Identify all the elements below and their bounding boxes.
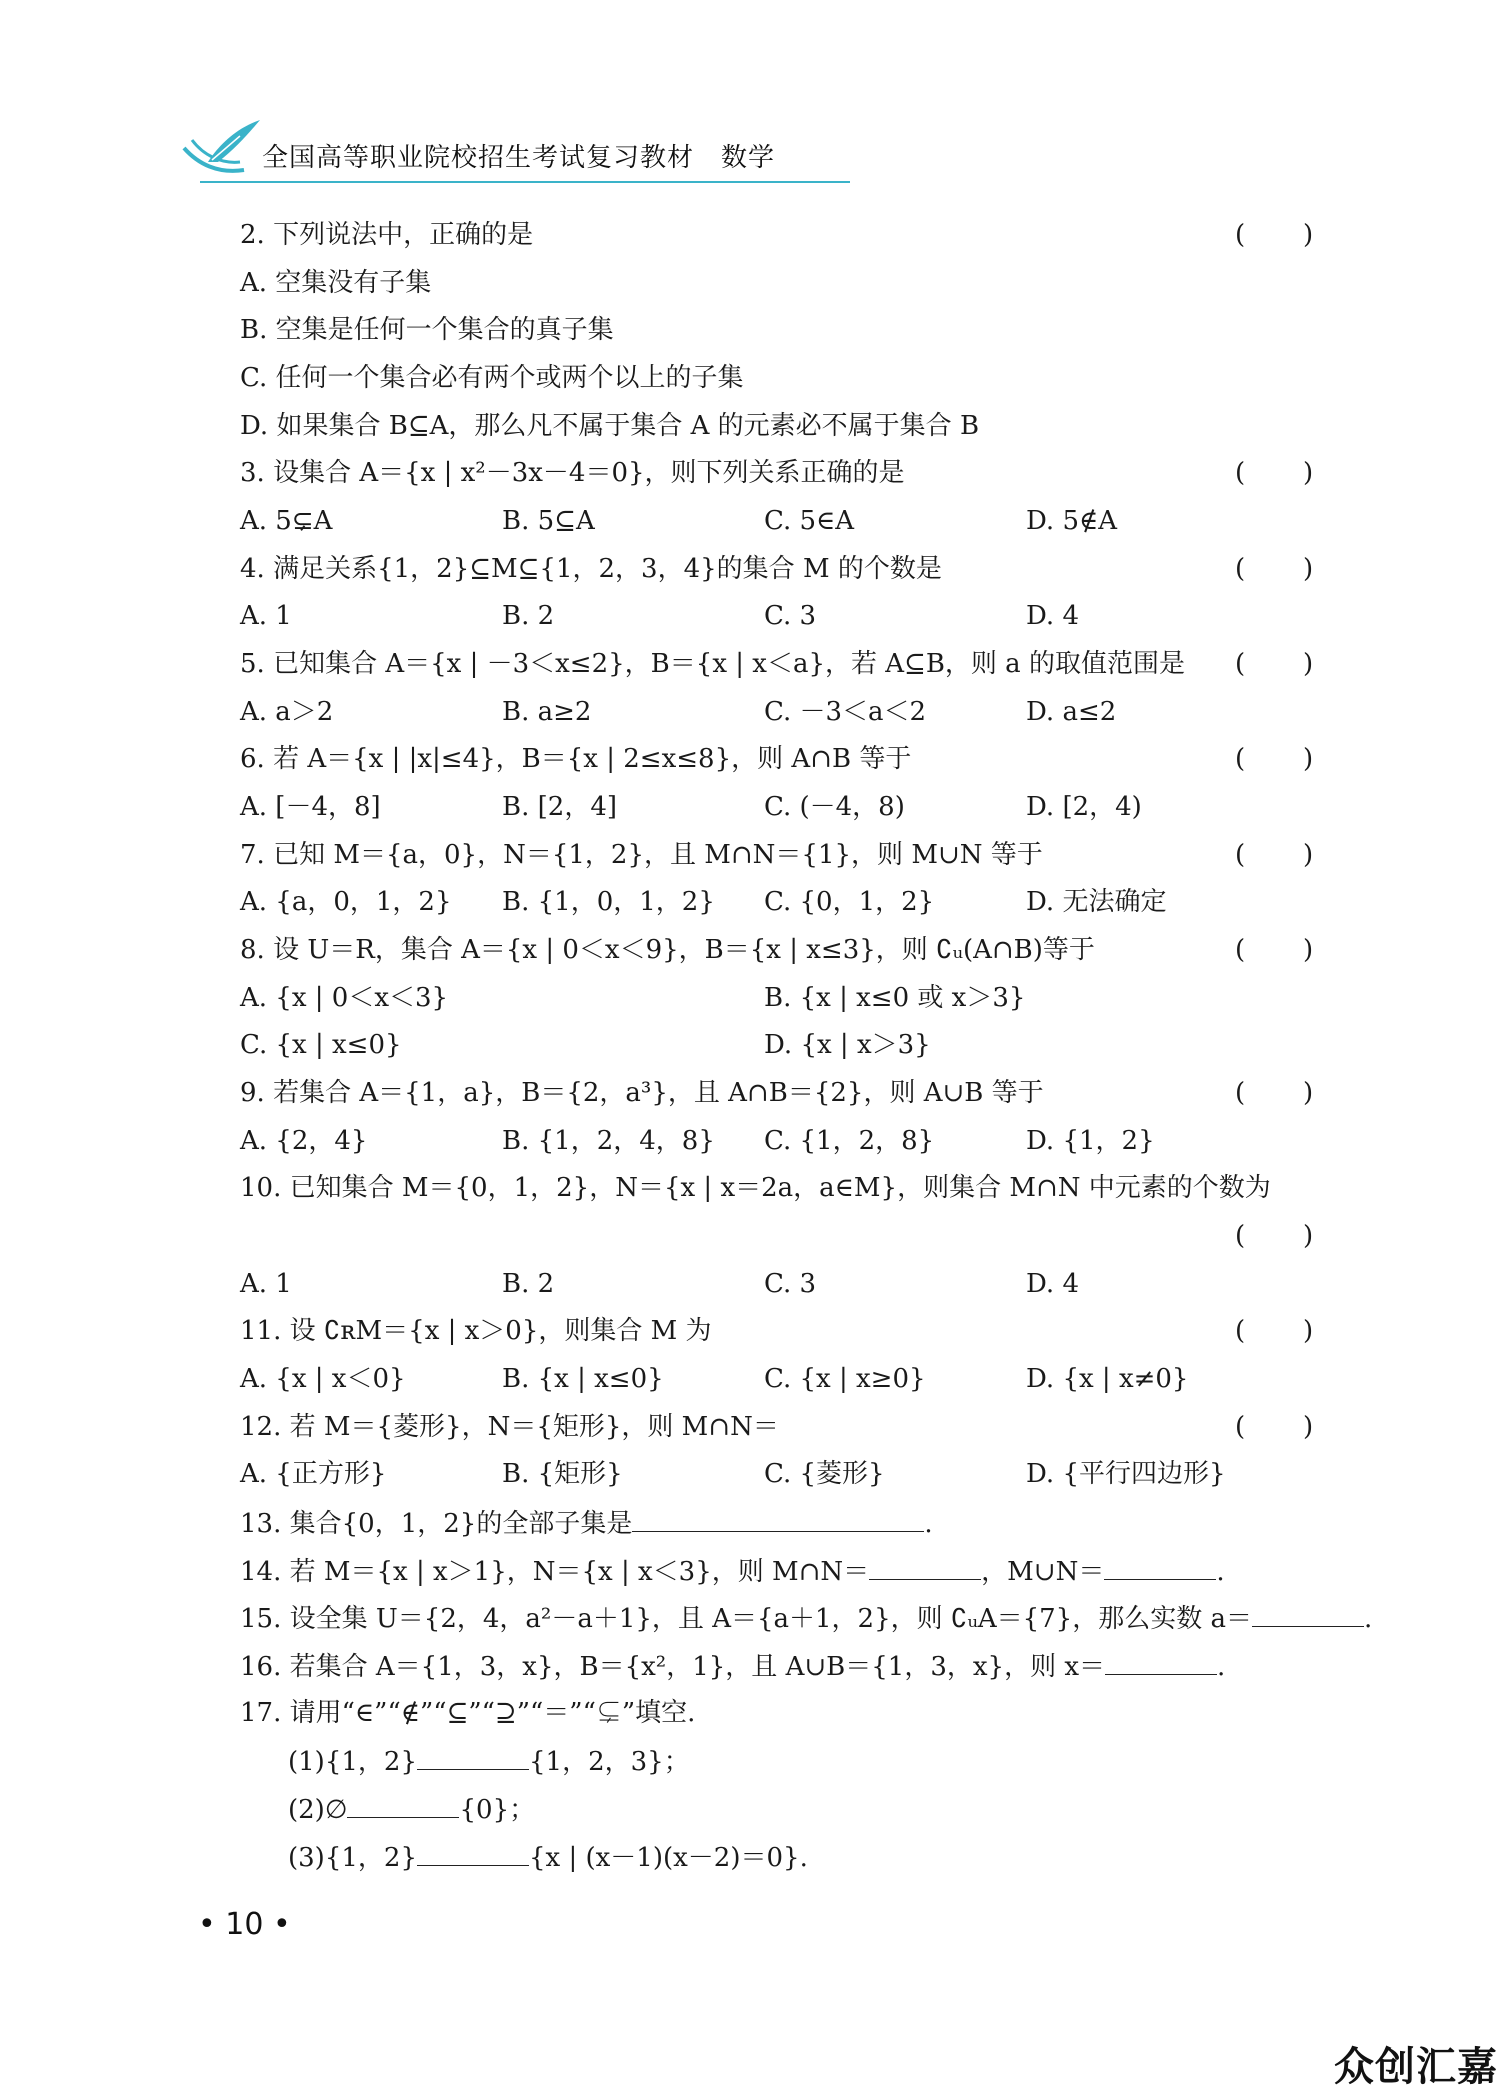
book-quill-icon [178,118,264,190]
header-rule [200,181,850,183]
answer-option: A. 5⊊A [240,506,333,536]
answer-bracket: ( ) [1235,220,1314,250]
header-title: 全国高等职业院校招生考试复习教材 数学 [262,143,776,173]
question-text: (1){1，2} [288,1747,417,1777]
question-text: 10. 已知集合 M＝{0，1，2}，N＝{x | x＝2a，a∈M}，则集合 M∩N 中元素的个数为 [240,1173,1271,1203]
answer-option: B. 2 [502,601,555,631]
answer-option: C. {0，1，2} [764,887,935,917]
answer-bracket: ( ) [1235,554,1314,584]
answer-bracket: ( ) [1235,649,1314,679]
answer-option: A. 1 [240,1269,292,1299]
answer-bracket: ( ) [1235,840,1314,870]
answer-option: C. 5∈A [764,506,855,536]
answer-option: A. a＞2 [240,697,334,727]
answer-blank[interactable] [347,1791,459,1818]
answer-option: A. 空集没有子集 [240,268,432,298]
question-text: 13. 集合{0，1，2}的全部子集是 [240,1509,633,1539]
question-text: 7. 已知 M＝{a，0}，N＝{1，2}，且 M∩N＝{1}，则 M∪N 等于 [240,840,1043,870]
answer-bracket: ( ) [1235,1316,1314,1346]
answer-bracket: ( ) [1235,1412,1314,1442]
answer-option: A. {正方形} [240,1459,387,1489]
answer-option: D. 无法确定 [1026,887,1167,917]
question-text: . [1216,1557,1225,1587]
question-text: (2)∅ [288,1795,348,1825]
question-text: {x | (x－1)(x－2)＝0}. [529,1843,808,1873]
question-text: ，M∪N＝ [981,1557,1105,1587]
answer-option: B. {1，2，4，8} [502,1126,715,1156]
answer-option: B. a≥2 [502,697,592,727]
answer-option: C. 任何一个集合必有两个或两个以上的子集 [240,363,744,393]
question-text: 6. 若 A＝{x | |x|≤4}，B＝{x | 2≤x≤8}，则 A∩B 等于 [240,744,912,774]
answer-option: D. 如果集合 B⊆A，那么凡不属于集合 A 的元素必不属于集合 B [240,411,980,441]
answer-option: D. {x | x＞3} [764,1030,931,1060]
question-text: {1，2，3}； [529,1747,690,1777]
watermark: 众创汇嘉 [1334,2044,1498,2090]
answer-blank[interactable] [417,1839,529,1866]
fill-in-question [240,1696,695,1730]
answer-option: D. 4 [1026,1269,1079,1299]
question-text: 9. 若集合 A＝{1，a}，B＝{2，a³}，且 A∩B＝{2}，则 A∪B 等于 [240,1078,1044,1108]
answer-option: A. {a，0，1，2} [240,887,452,917]
question-text: . [1363,1604,1373,1634]
answer-option: B. 空集是任何一个集合的真子集 [240,315,614,345]
question-text: (3){1，2} [288,1843,417,1873]
question-text: 11. 设 ∁ʀM＝{x | x＞0}，则集合 M 为 [240,1316,712,1346]
fill-in-question [240,1648,1225,1684]
answer-option: C. {x | x≥0} [764,1364,926,1394]
answer-option: C. 3 [764,1269,817,1299]
answer-option: C. －3＜a＜2 [764,697,927,727]
answer-option: D. {x | x≠0} [1026,1364,1189,1394]
question-text: 16. 若集合 A＝{1，3，x}，B＝{x²，1}，且 A∪B＝{1，3，x}，则 x＝ [240,1652,1105,1682]
question-text: 17. 请用“∈”“∉”“⊆”“⊇”“＝”“⊊”填空. [240,1698,696,1728]
answer-option: D. {1，2} [1026,1126,1155,1156]
fill-in-question [240,1553,1225,1589]
question-text: 3. 设集合 A＝{x | x²－3x－4＝0}，则下列关系正确的是 [240,458,905,488]
answer-bracket: ( ) [1235,1221,1314,1251]
answer-blank[interactable] [1105,1648,1217,1675]
question-text: 12. 若 M＝{菱形}，N＝{矩形}，则 M∩N＝ [240,1412,779,1442]
answer-option: D. 4 [1026,601,1079,631]
answer-blank[interactable] [632,1505,924,1532]
page-number: • 10 • [198,1907,291,1942]
question-text: 4. 满足关系{1，2}⊆M⊆{1，2，3，4}的集合 M 的个数是 [240,554,942,584]
answer-option: A. {x | x＜0} [240,1364,406,1394]
answer-option: B. 5⊆A [502,506,595,536]
answer-blank[interactable] [869,1553,981,1580]
answer-option: B. [2，4] [502,792,618,822]
fill-in-question [288,1839,808,1875]
question-text: 14. 若 M＝{x | x＞1}，N＝{x | x＜3}，则 M∩N＝ [240,1557,870,1587]
answer-option: D. 5∉A [1026,506,1118,536]
answer-option: D. a≤2 [1026,697,1117,727]
question-text: 15. 设全集 U＝{2，4，a²－a＋1}，且 A＝{a＋1，2}，则 ∁ᵤA＝{7}，那么实数 a＝ [240,1604,1252,1634]
answer-option: B. 2 [502,1269,555,1299]
question-text: . [1217,1652,1226,1682]
answer-option: C. {菱形} [764,1459,885,1489]
answer-bracket: ( ) [1235,458,1314,488]
answer-option: A. [－4，8] [240,792,381,822]
answer-option: C. {1，2，8} [764,1126,935,1156]
answer-blank[interactable] [417,1743,529,1770]
answer-option: C. {x | x≤0} [240,1030,402,1060]
answer-option: B. {x | x≤0} [502,1364,664,1394]
answer-bracket: ( ) [1235,1078,1314,1108]
answer-option: D. [2，4) [1026,792,1142,822]
answer-option: B. {x | x≤0 或 x＞3} [764,983,1026,1013]
answer-bracket: ( ) [1235,935,1314,965]
answer-option: C. (－4，8) [764,792,905,822]
answer-option: A. {x | 0＜x＜3} [240,983,449,1013]
fill-in-question [288,1743,690,1779]
question-text: 5. 已知集合 A＝{x | －3＜x≤2}，B＝{x | x＜a}，若 A⊆B，则 a 的取值范围是 [240,649,1185,679]
answer-option: D. {平行四边形} [1026,1459,1226,1489]
question-text: . [924,1509,933,1539]
answer-option: B. {矩形} [502,1459,623,1489]
answer-blank[interactable] [1252,1600,1364,1627]
fill-in-question [240,1600,1372,1636]
question-text: 2. 下列说法中，正确的是 [240,220,534,250]
answer-option: A. {2，4} [240,1126,368,1156]
fill-in-question [240,1505,933,1541]
answer-bracket: ( ) [1235,744,1314,774]
answer-option: B. {1，0，1，2} [502,887,715,917]
fill-in-question [288,1791,535,1827]
question-text: 8. 设 U＝R，集合 A＝{x | 0＜x＜9}，B＝{x | x≤3}，则 ∁ᵤ(A∩B)等于 [240,935,1095,965]
question-text: {0}； [459,1795,536,1825]
answer-option: A. 1 [240,601,292,631]
answer-blank[interactable] [1104,1553,1216,1580]
answer-option: C. 3 [764,601,817,631]
